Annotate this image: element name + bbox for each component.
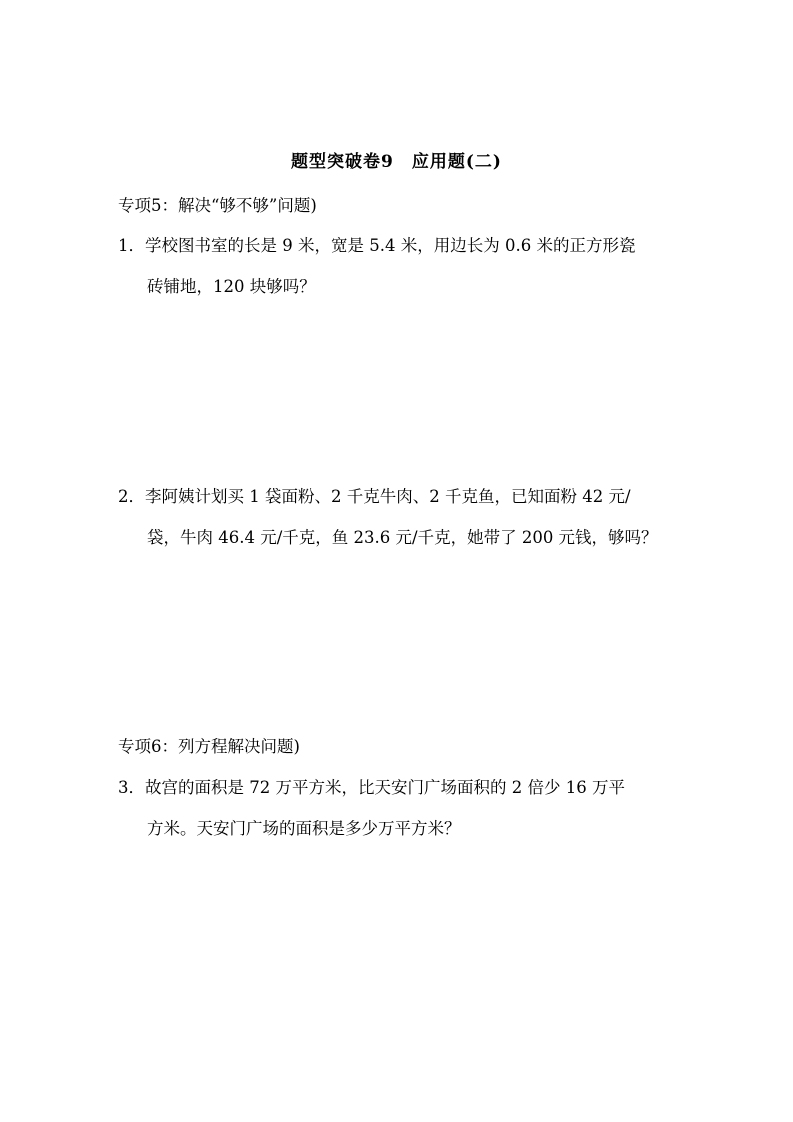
section-heading-6: 专项6：列方程解决问题) [118,737,300,756]
question-1-line-1: 1．学校图书室的长是 9 米，宽是 5.4 米，用边长为 0.6 米的正方形瓷 [118,236,636,255]
question-3-line-2: 方米。天安门广场的面积是多少万平方米？ [147,819,461,838]
question-3-line-1: 3．故宫的面积是 72 万平方米，比天安门广场面积的 2 倍少 16 万平 [118,778,625,797]
question-2-line-2: 袋，牛肉 46.4 元/千克，鱼 23.6 元/千克，她带了 200 元钱，够吗？ [147,528,658,547]
question-2-line-1: 2．李阿姨计划买 1 袋面粉、2 千克牛肉、2 千克鱼，已知面粉 42 元/ [118,487,631,506]
page-title: 题型突破卷9 应用题(二) [291,152,502,172]
section-heading-5: 专项5：解决“够不够”问题) [118,196,317,215]
question-1-line-2: 砖铺地，120 块够吗？ [147,277,316,296]
